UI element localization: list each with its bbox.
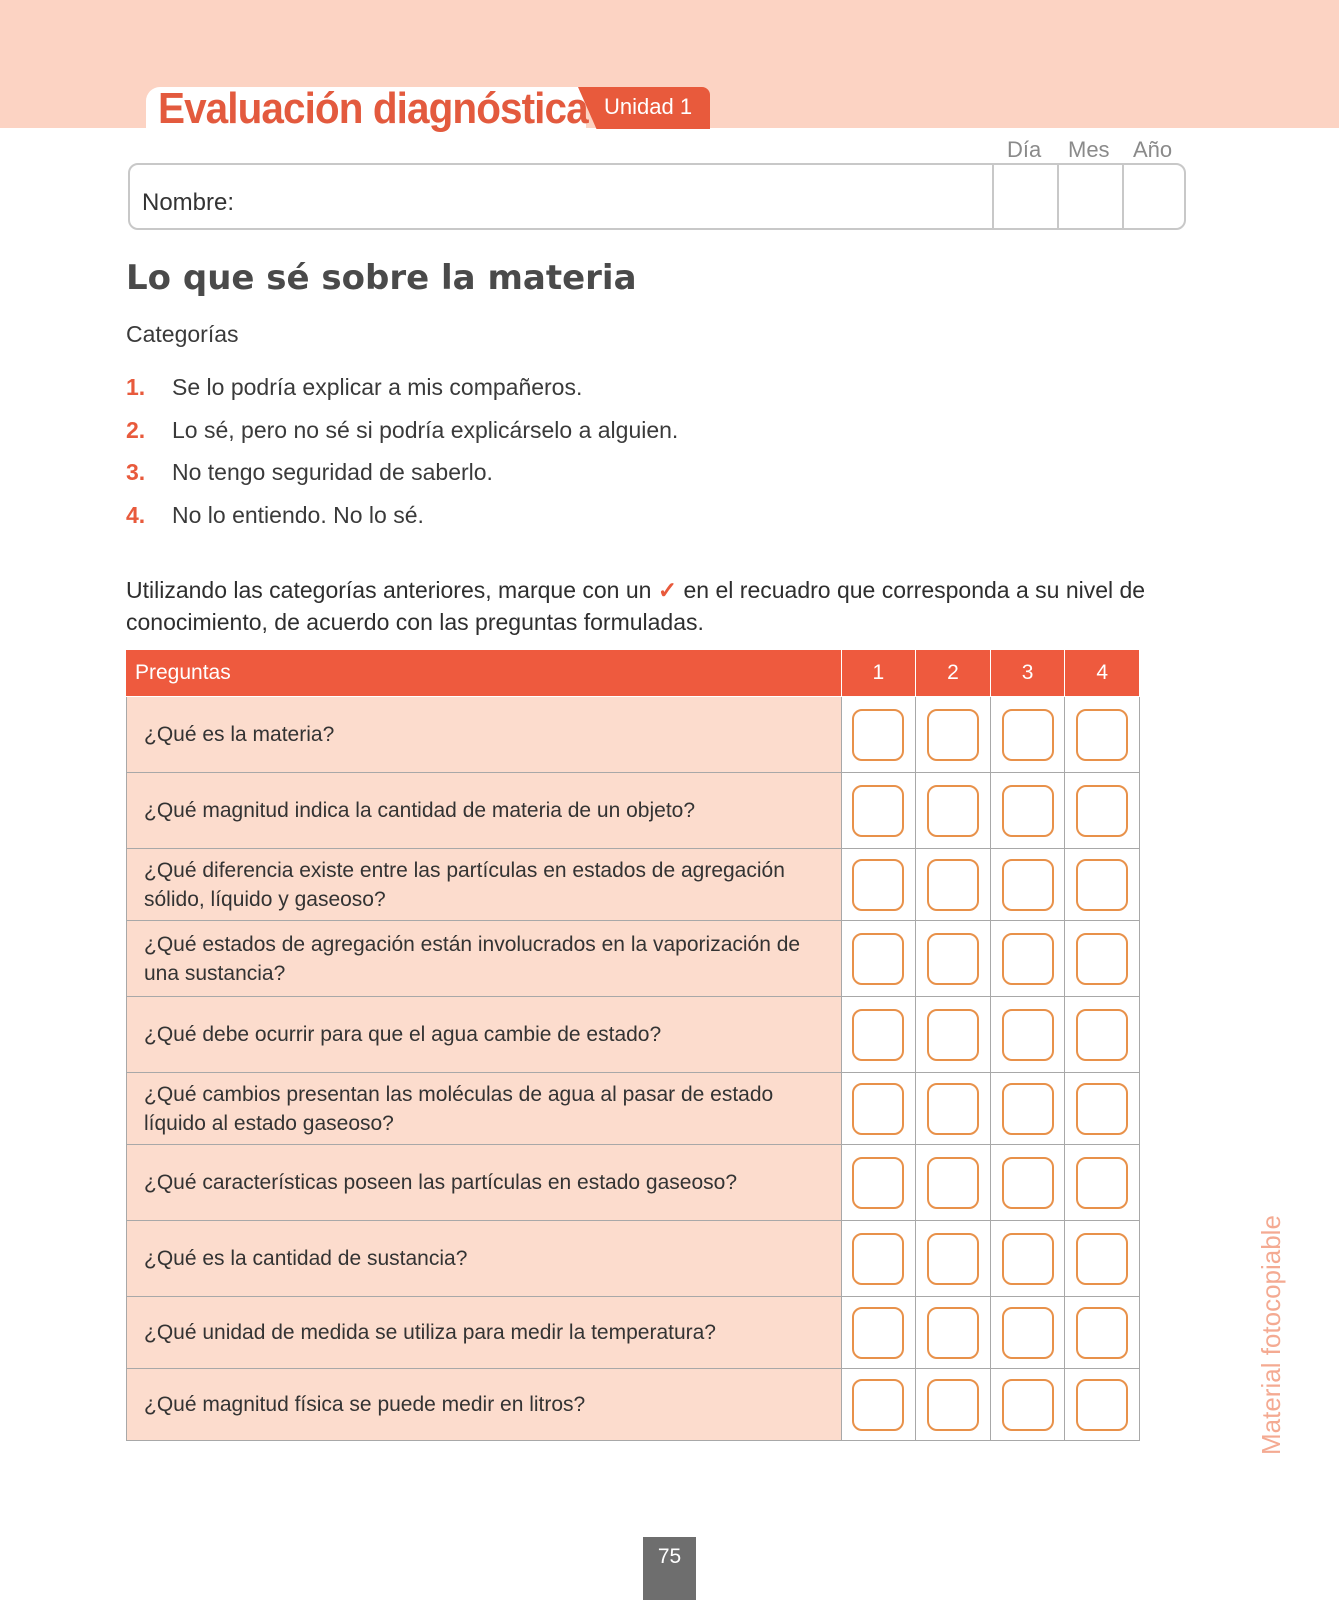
checkbox-cell (1065, 697, 1140, 773)
question-text: ¿Qué magnitud física se puede medir en litros? (127, 1369, 842, 1441)
checkbox-cell (1065, 1297, 1140, 1369)
checkbox-category-3[interactable] (1002, 1233, 1054, 1285)
checkbox-cell (1065, 1369, 1140, 1441)
unit-label: Unidad 1 (604, 94, 693, 119)
checkbox-cell (841, 1073, 916, 1145)
checkbox-category-2[interactable] (927, 1307, 979, 1359)
table-row (127, 773, 1140, 849)
day-field-divider (992, 165, 994, 228)
checkbox-category-4[interactable] (1076, 859, 1128, 911)
questions-table (126, 649, 1140, 1441)
checkbox-category-2[interactable] (927, 1379, 979, 1431)
name-field[interactable] (128, 163, 1186, 230)
checkbox-cell (1065, 997, 1140, 1073)
check-icon: ✓ (657, 577, 678, 603)
year-field-divider (1122, 165, 1124, 228)
checkbox-category-4[interactable] (1076, 1307, 1128, 1359)
checkbox-cell (1065, 773, 1140, 849)
checkbox-cell (990, 997, 1065, 1073)
checkbox-category-3[interactable] (1002, 1379, 1054, 1431)
checkbox-category-1[interactable] (852, 709, 904, 761)
checkbox-cell (841, 997, 916, 1073)
column-header: 2 (916, 650, 991, 697)
checkbox-cell (916, 1221, 991, 1297)
name-label: Nombre: (142, 189, 235, 216)
question-text: ¿Qué cambios presentan las moléculas de agua al pasar de estado líquido al estado gaseoso? (127, 1073, 842, 1145)
table-row (127, 849, 1140, 921)
column-header: 4 (1065, 650, 1140, 697)
checkbox-category-2[interactable] (927, 933, 979, 985)
checkbox-cell (990, 1073, 1065, 1145)
table-row (127, 1221, 1140, 1297)
day-label: Día (1007, 137, 1042, 162)
checkbox-category-1[interactable] (852, 1083, 904, 1135)
checkbox-cell (916, 1297, 991, 1369)
checkbox-category-2[interactable] (927, 859, 979, 911)
checkbox-category-1[interactable] (852, 1379, 904, 1431)
table-row (127, 1073, 1140, 1145)
column-header: 1 (841, 650, 916, 697)
checkbox-category-2[interactable] (927, 1233, 979, 1285)
side-label: Material fotocopiable (1256, 1215, 1286, 1455)
checkbox-cell (916, 849, 991, 921)
question-text: ¿Qué unidad de medida se utiliza para medir la temperatura? (127, 1297, 842, 1369)
checkbox-cell (990, 1221, 1065, 1297)
table-header-questions: Preguntas (127, 650, 842, 697)
checkbox-cell (990, 849, 1065, 921)
column-header: 3 (990, 650, 1065, 697)
checkbox-cell (916, 697, 991, 773)
category-item: 3. No tengo seguridad de saberlo. (126, 459, 493, 485)
checkbox-category-1[interactable] (852, 1157, 904, 1209)
checkbox-category-3[interactable] (1002, 933, 1054, 985)
checkbox-category-2[interactable] (927, 785, 979, 837)
checkbox-cell (841, 1297, 916, 1369)
checkbox-category-4[interactable] (1076, 1379, 1128, 1431)
checkbox-category-1[interactable] (852, 859, 904, 911)
month-label: Mes (1068, 137, 1110, 162)
checkbox-category-1[interactable] (852, 1009, 904, 1061)
checkbox-category-3[interactable] (1002, 1083, 1054, 1135)
instructions: Utilizando las categorías anteriores, marque con un ✓ en el recuadro que corresponda a su nivel de conocimiento, de acuerdo con las preguntas formuladas. (126, 577, 1146, 635)
page-title: Evaluación diagnóstica (158, 84, 588, 133)
checkbox-cell (841, 697, 916, 773)
checkbox-category-3[interactable] (1002, 709, 1054, 761)
question-text: ¿Qué características poseen las partículas en estado gaseoso? (127, 1145, 842, 1221)
checkbox-cell (841, 849, 916, 921)
checkbox-category-4[interactable] (1076, 709, 1128, 761)
table-row (127, 997, 1140, 1073)
checkbox-category-3[interactable] (1002, 1157, 1054, 1209)
year-label: Año (1133, 137, 1173, 162)
checkbox-category-3[interactable] (1002, 1009, 1054, 1061)
page-number: 75 (643, 1537, 696, 1600)
table-row (127, 1369, 1140, 1441)
checkbox-category-3[interactable] (1002, 785, 1054, 837)
checkbox-cell (990, 1145, 1065, 1221)
checkbox-cell (916, 1145, 991, 1221)
checkbox-category-2[interactable] (927, 1157, 979, 1209)
checkbox-category-4[interactable] (1076, 1083, 1128, 1135)
checkbox-category-4[interactable] (1076, 1157, 1128, 1209)
checkbox-category-1[interactable] (852, 1233, 904, 1285)
checkbox-category-2[interactable] (927, 709, 979, 761)
checkbox-cell (841, 1369, 916, 1441)
table-row (127, 1145, 1140, 1221)
checkbox-cell (1065, 1073, 1140, 1145)
checkbox-cell (841, 1221, 916, 1297)
checkbox-category-1[interactable] (852, 785, 904, 837)
checkbox-cell (990, 697, 1065, 773)
checkbox-cell (916, 1369, 991, 1441)
category-item: 1. Se lo podría explicar a mis compañeros. (126, 374, 583, 400)
checkbox-cell (916, 921, 991, 997)
question-text: ¿Qué es la cantidad de sustancia? (127, 1221, 842, 1297)
checkbox-cell (990, 1369, 1065, 1441)
section-title: Lo que sé sobre la materia (126, 258, 637, 298)
checkbox-category-4[interactable] (1076, 933, 1128, 985)
checkbox-cell (1065, 1221, 1140, 1297)
checkbox-cell (1065, 1145, 1140, 1221)
checkbox-cell (1065, 921, 1140, 997)
question-text: ¿Qué diferencia existe entre las partículas en estados de agregación sólido, líquido y gaseoso? (127, 849, 842, 921)
checkbox-category-3[interactable] (1002, 1307, 1054, 1359)
checkbox-cell (990, 1297, 1065, 1369)
question-text: ¿Qué es la materia? (127, 697, 842, 773)
table-row (127, 697, 1140, 773)
checkbox-category-1[interactable] (852, 1307, 904, 1359)
category-item: 4. No lo entiendo. No lo sé. (126, 502, 424, 528)
table-row (127, 921, 1140, 997)
checkbox-category-4[interactable] (1076, 1009, 1128, 1061)
month-field-divider (1057, 165, 1059, 228)
question-text: ¿Qué estados de agregación están involucrados en la vaporización de una sustancia? (127, 921, 842, 997)
checkbox-category-4[interactable] (1076, 785, 1128, 837)
question-text: ¿Qué magnitud indica la cantidad de materia de un objeto? (127, 773, 842, 849)
checkbox-category-2[interactable] (927, 1083, 979, 1135)
table-row (127, 1297, 1140, 1369)
checkbox-category-1[interactable] (852, 933, 904, 985)
checkbox-cell (916, 997, 991, 1073)
checkbox-cell (916, 1073, 991, 1145)
checkbox-category-3[interactable] (1002, 859, 1054, 911)
checkbox-cell (990, 921, 1065, 997)
categories-label: Categorías (126, 321, 239, 347)
checkbox-cell (916, 773, 991, 849)
checkbox-cell (990, 773, 1065, 849)
checkbox-cell (841, 1145, 916, 1221)
category-item: 2. Lo sé, pero no sé si podría explicárselo a alguien. (126, 417, 679, 443)
checkbox-category-2[interactable] (927, 1009, 979, 1061)
checkbox-cell (841, 921, 916, 997)
checkbox-category-4[interactable] (1076, 1233, 1128, 1285)
question-text: ¿Qué debe ocurrir para que el agua cambie de estado? (127, 997, 842, 1073)
checkbox-cell (1065, 849, 1140, 921)
checkbox-cell (841, 773, 916, 849)
